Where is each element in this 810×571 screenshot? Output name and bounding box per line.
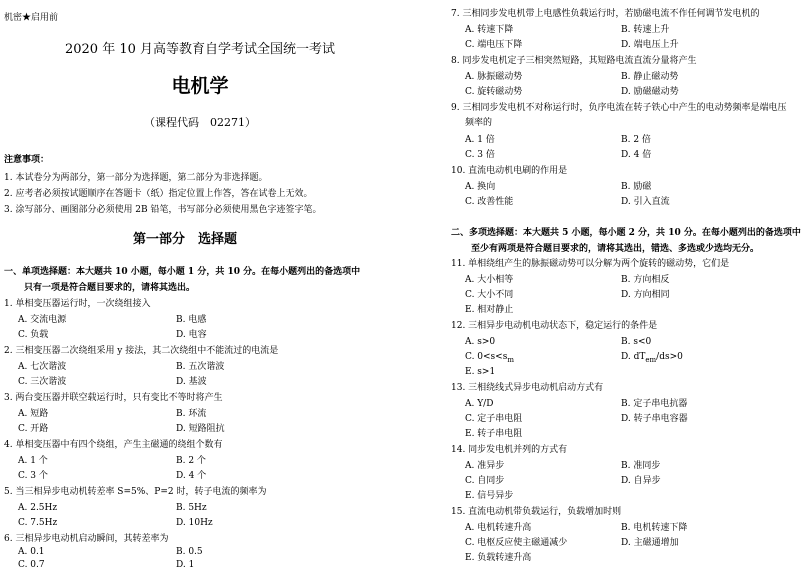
option: D. 10Hz	[176, 518, 213, 528]
option: D. 1	[176, 560, 195, 570]
option: C. 自同步	[465, 476, 505, 486]
question-stem: 7. 三相同步发电机带上电感性负载运行时，若励磁电流不作任何调节发电机的	[451, 9, 760, 19]
question-stem: 11. 单相绕组产生的脉振磁动势可以分解为两个旋转的磁动势，它们是	[451, 259, 730, 269]
option-subscript: m	[507, 355, 514, 364]
subject-title: 电机学	[171, 75, 229, 97]
notes-title: 注意事项：	[4, 155, 50, 165]
option: A. 电机转速升高	[465, 523, 532, 533]
option-text: C. 0<s<s	[465, 352, 508, 362]
course-code: （课程代码 02271）	[144, 116, 256, 129]
option: C. 大小不同	[465, 290, 514, 300]
question-stem: 5. 当三相异步电动机转差率 S=5%、P=2 时，转子电流的频率为	[4, 487, 267, 497]
option: C. 旋转磁动势	[465, 87, 523, 97]
question-stem: 6. 三相异步电动机启动瞬间，其转差率为	[4, 534, 169, 544]
option: D. 短路阻抗	[176, 424, 225, 434]
option: D. 电容	[176, 330, 207, 340]
option: D. 引入直流	[621, 197, 670, 207]
question-stem: 9. 三相同步发电机不对称运行时，负序电流在转子铁心中产生的电动势频率是端电压	[451, 103, 787, 113]
option: B. 准同步	[621, 461, 661, 471]
question-stem: 15. 直流电动机带负载运行，负载增加时则	[451, 507, 622, 517]
option: D. 自异步	[621, 476, 661, 486]
option-subscript: em	[645, 355, 657, 364]
option: A. Y/D	[465, 399, 494, 409]
option: A. 大小相等	[465, 275, 514, 285]
option: B. 5Hz	[176, 503, 207, 513]
option: D. 转子串电容器	[621, 414, 688, 424]
option: B. 0.5	[176, 547, 203, 557]
note-item: 1. 本试卷分为两部分，第一部分为选择题，第二部分为非选择题。	[4, 173, 268, 183]
option: A. 1 倍	[465, 135, 495, 145]
question-stem-cont: 频率的	[465, 118, 493, 128]
option: E. 信号异步	[465, 491, 514, 501]
option: D. 励磁磁动势	[621, 87, 679, 97]
exam-title: 2020 年 10 月高等教育自学考试全国统一考试	[64, 42, 336, 57]
option: E. 转子串电阻	[465, 429, 523, 439]
option: B. 励磁	[621, 182, 652, 192]
option: A. 准异步	[465, 461, 505, 471]
option: B. s<0	[621, 337, 652, 347]
option: B. 静止磁动势	[621, 72, 679, 82]
option: C. 3 倍	[465, 150, 495, 160]
option: C. 0.7	[18, 560, 45, 570]
option: B. 电机转速下降	[621, 523, 688, 533]
question-stem: 3. 两台变压器并联空载运行时，只有变比不等时将产生	[4, 393, 223, 403]
option: A. 2.5Hz	[18, 503, 58, 513]
option: B. 五次谐波	[176, 362, 225, 372]
question-stem: 13. 三相绕线式异步电动机启动方式有	[451, 383, 604, 393]
note-item: 2. 应考者必须按试题顺序在答题卡（纸）指定位置上作答，答在试卷上无效。	[4, 189, 313, 199]
question-stem: 12. 三相异步电动机电动状态下，稳定运行的条件是	[451, 321, 658, 331]
option: B. 转速上升	[621, 25, 670, 35]
option: A. 1 个	[18, 456, 48, 466]
option: B. 定子串电抗器	[621, 399, 688, 409]
option: C. 改善性能	[465, 197, 514, 207]
option: D. 端电压上升	[621, 40, 679, 50]
option: A. 脉振磁动势	[465, 72, 523, 82]
option: A. s>0	[465, 337, 496, 347]
option: D. 4 倍	[621, 150, 652, 160]
part-title: 第一部分 选择题	[132, 232, 237, 247]
option: C. 3 个	[18, 471, 48, 481]
option: D. 方向相同	[621, 290, 670, 300]
option: C. 7.5Hz	[18, 518, 58, 528]
option: A. 交流电源	[18, 315, 67, 325]
option: E. s>1	[465, 367, 496, 377]
option: E. 负载转速升高	[465, 553, 532, 563]
option: D. 4 个	[176, 471, 207, 481]
option-text: D. dT	[621, 352, 646, 362]
section-heading: 一、单项选择题：本大题共 10 小题，每小题 1 分，共 10 分。在每小题列出的备选项中	[4, 267, 361, 277]
option: B. 2 倍	[621, 135, 651, 145]
question-stem: 4. 单相变压器中有四个绕组，产生主磁通的绕组个数有	[4, 440, 223, 450]
question-stem: 1. 单相变压器运行时，一次绕组接入	[4, 299, 151, 309]
option: B. 电感	[176, 315, 207, 325]
option: A. 换向	[465, 182, 496, 192]
note-item: 3. 涂写部分、画图部分必须使用 2B 铅笔，书写部分必须使用黑色字迹签字笔。	[4, 205, 322, 215]
option: C. 负载	[18, 330, 49, 340]
option: A. 七次谐波	[18, 362, 67, 372]
option: B. 方向相反	[621, 275, 670, 285]
option: E. 相对静止	[465, 305, 514, 315]
question-stem: 8. 同步发电机定子三相突然短路，其短路电流直流分量将产生	[451, 56, 697, 66]
option: B. 2 个	[176, 456, 206, 466]
option: C. 电枢反应使主磁通减少	[465, 538, 568, 548]
option: A. 短路	[18, 409, 49, 419]
option: D. 主磁通增加	[621, 538, 679, 548]
question-stem: 2. 三相变压器二次绕组采用 y 接法，其二次绕组中不能流过的电流是	[4, 346, 279, 356]
option: A. 转速下降	[465, 25, 514, 35]
option: C. 端电压下降	[465, 40, 523, 50]
option: D. 基波	[176, 377, 207, 387]
option-text-tail: /ds>0	[656, 352, 683, 362]
section-heading-cont: 至少有两项是符合题目要求的，请将其选出，错选、多选或少选均无分。	[471, 244, 760, 254]
option: B. 环流	[176, 409, 207, 419]
option: C. 三次谐波	[18, 377, 67, 387]
question-stem: 14. 同步发电机并列的方式有	[451, 445, 568, 455]
option: C. 开路	[18, 424, 49, 434]
section-heading: 二、多项选择题：本大题共 5 小题，每小题 2 分，共 10 分。在每小题列出的备选项中	[451, 228, 801, 238]
option	[621, 351, 683, 366]
option: C. 定子串电阻	[465, 414, 523, 424]
option: A. 0.1	[18, 547, 45, 557]
option	[465, 351, 514, 366]
section-heading-cont: 只有一项是符合题目要求的，请将其选出。	[24, 283, 196, 293]
question-stem: 10. 直流电动机电刷的作用是	[451, 166, 568, 176]
secret-label: 机密★启用前	[4, 13, 59, 23]
